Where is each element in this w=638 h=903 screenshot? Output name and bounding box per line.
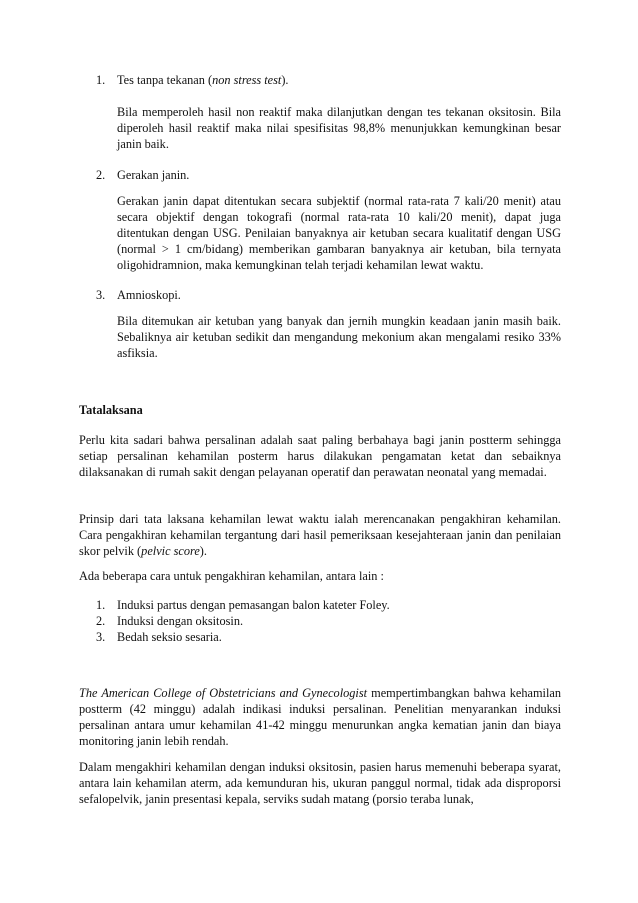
paragraph-2-emphasis: pelvic score — [141, 543, 200, 558]
list-number-2: 2. — [96, 168, 106, 182]
section-heading-tatalaksana: Tatalaksana — [79, 403, 143, 417]
tatalaksana-paragraph-1: Perlu kita sadari bahwa persalinan adalah saat paling berbahaya bagi janin postterm sehingga setiap persalinan kehamilan posterm harus dilakukan pengamatan ketat dan sebaiknya dilaksanakan di rumah sakit dengan pelayanan operatif dan perawatan neonatal yang memadai. — [79, 433, 561, 479]
list-number-1: 1. — [96, 73, 106, 87]
method-number-2: 2. — [96, 614, 106, 628]
method-item-1: Induksi partus dengan pemasangan balon kateter Foley. — [117, 598, 390, 612]
method-number-1: 1. — [96, 598, 106, 612]
paragraph-2-text: Prinsip dari tata laksana kehamilan lewat waktu ialah merencanakan pengakhiran kehamilan. Cara pengakhiran kehamilan tergantung dari hasil pemeriksaan kesejahteraan janin dan penilaian skor pelvik ( — [79, 512, 561, 558]
item-3-heading: Amnioskopi. — [117, 288, 181, 302]
item-1-heading-emphasis: non stress test — [212, 73, 282, 87]
acog-paragraph — [79, 686, 561, 750]
item-1-heading-close: ). — [281, 73, 289, 87]
list-number-3: 3. — [96, 288, 106, 302]
item-2-heading: Gerakan janin. — [117, 168, 190, 182]
acog-organization-name: The American College of Obstetricians and Gynecologist — [79, 686, 368, 700]
item-1-heading-text: Tes tanpa tekanan ( — [117, 73, 213, 87]
method-item-3: Bedah seksio sesaria. — [117, 630, 222, 644]
item-2-paragraph: Gerakan janin dapat ditentukan secara subjektif (normal rata-rata 7 kali/20 menit) atau secara objektif dengan tokografi (normal rata-rata 10 kali/20 menit), dapat juga ditentukan dengan USG. Penilaian banyaknya air ketuban secara kualitatif dengan USG (normal > 1 cm/bidang) memberikan gambaran banyaknya air ketuban, bila ternyata oligohidramnion, maka kemungkinan telah terjadi kehamilan lewat waktu. — [117, 194, 561, 272]
tatalaksana-paragraph-2 — [79, 512, 561, 560]
acog-paragraph-text: mempertimbangkan bahwa kehamilan postterm (42 minggu) adalah indikasi induksi persalinan. Penelitian menyarankan induksi persalinan antara umur kehamilan 41-42 minggu menurunkan angka kematian janin dan biaya monitoring janin lebih rendah. — [79, 686, 561, 748]
item-1-paragraph: Bila memperoleh hasil non reaktif maka dilanjutkan dengan tes tekanan oksitosin. Bila diperoleh hasil reaktif maka nilai spesifisitas 98,8% menunjukkan kemungkinan besar janin baik. — [117, 105, 561, 151]
method-number-3: 3. — [96, 630, 106, 644]
item-1-heading — [117, 73, 557, 89]
item-3-paragraph: Bila ditemukan air ketuban yang banyak dan jernih mungkin keadaan janin masih baik. Sebaliknya air ketuban sedikit dan mengandung mekonium akan mengalami resiko 33% asfiksia. — [117, 314, 561, 360]
paragraph-2-close: ). — [199, 543, 207, 558]
tatalaksana-paragraph-3: Ada beberapa cara untuk pengakhiran kehamilan, antara lain : — [79, 569, 384, 583]
method-item-2: Induksi dengan oksitosin. — [117, 614, 244, 628]
induction-paragraph: Dalam mengakhiri kehamilan dengan induksi oksitosin, pasien harus memenuhi beberapa syarat, antara lain kehamilan aterm, ada kemunduran his, ukuran panggul normal, tidak ada disproporsi sefalopelvik, janin presentasi kepala, serviks sudah matang (porsio teraba lunak, — [79, 760, 561, 806]
